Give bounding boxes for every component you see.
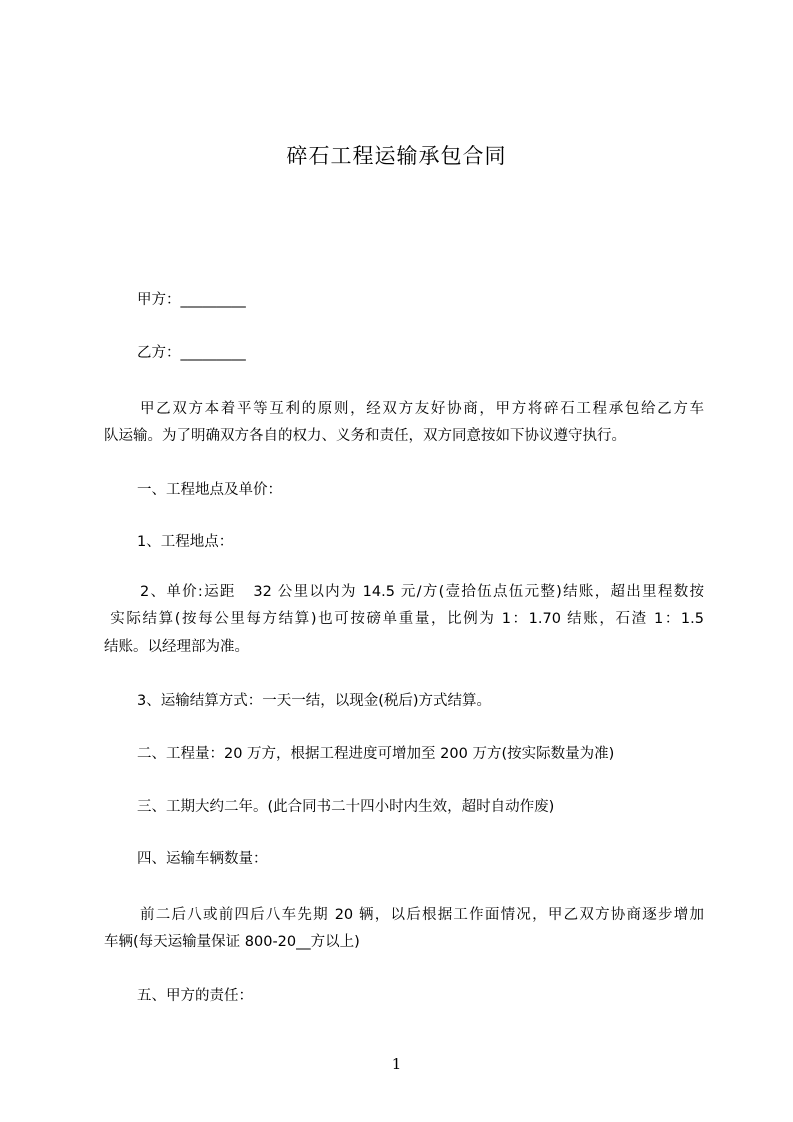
document-title: 碎石工程运输承包合同 [286, 144, 507, 168]
intro-line-2: 队运输。为了明确双方各自的权力、义务和责任，双方同意按如下协议遵守执行。 [104, 428, 626, 444]
party-a-line: 甲方：_________ [137, 292, 246, 308]
item-2-line-3: 结账。以经理部为准。 [104, 639, 249, 655]
section-3-duration: 三、工期大约二年。(此合同书二十四小时内生效，超时自动作废) [137, 799, 555, 815]
page-number: 1 [391, 1055, 402, 1073]
section-2-quantity: 二、工程量：20 万方，根据工程进度可增加至 200 万方(按实际数量为准) [137, 746, 615, 762]
intro-line-1: 甲乙双方本着平等互利的原则，经双方友好协商，甲方将碎石工程承包给乙方车 [140, 401, 704, 417]
item-3-settlement: 3、运输结算方式：一天一结，以现金(税后)方式结算。 [137, 693, 492, 709]
item-1-location: 1、工程地点： [137, 534, 234, 550]
section-4-heading: 四、运输车辆数量： [137, 851, 268, 867]
section-1-heading: 一、工程地点及单价： [137, 482, 282, 498]
vehicles-line-1: 前二后八或前四后八车先期 20 辆，以后根据工作面情况，甲乙双方协商逐步增加 [140, 907, 704, 923]
section-5-heading: 五、甲方的责任： [137, 988, 253, 1004]
party-b-line: 乙方：_________ [137, 345, 246, 361]
item-2-line-1: 2、单价:运距 32 公里以内为 14.5 元/方(壹拾伍点伍元整)结账，超出里程数按 [140, 584, 704, 600]
item-2-line-2: 实际结算(按每公里每方结算)也可按磅单重量，比例为 1：1.70 结账，石渣 1：1.5 [104, 611, 704, 627]
vehicles-line-2: 车辆(每天运输量保证 800-20__方以上) [104, 934, 360, 950]
